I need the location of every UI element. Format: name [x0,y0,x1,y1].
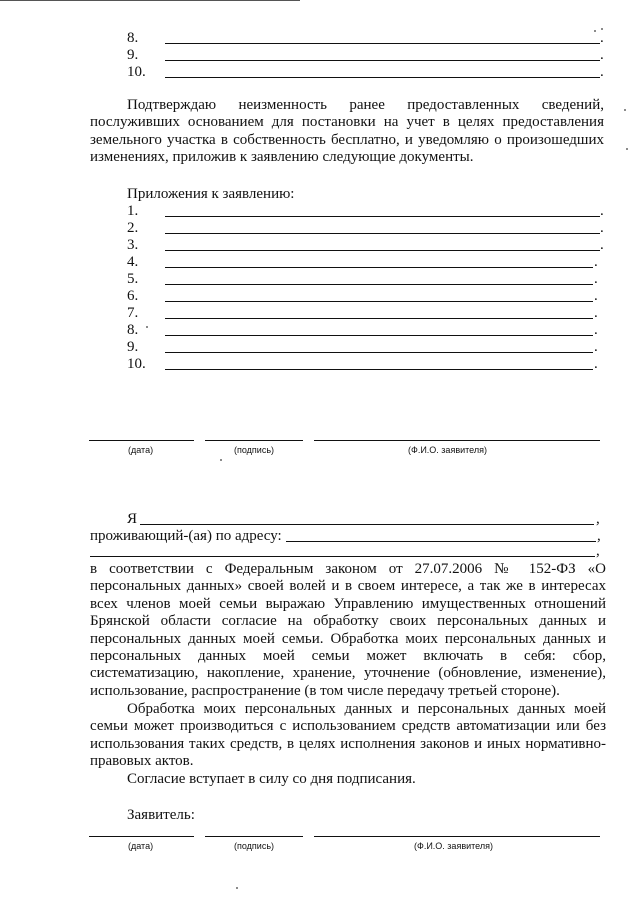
line-end-mark: . [600,30,604,46]
fill-line[interactable] [165,352,593,353]
list-item-number: 10. [127,64,146,80]
signature-line[interactable] [205,440,303,441]
scan-speck [146,326,148,328]
page-top-edge [0,0,300,1]
line-end-mark: . [600,64,604,80]
fill-line[interactable] [165,250,600,251]
consent-paragraph-2: Обработка моих персональных данных и персональных данных моей семьи может производиться с использованием средств автоматизации или без использования таких средств, в целях исполнения законов и иных нормативно-правовых актов. [90,701,606,770]
line-end-mark: . [600,203,604,219]
line-end-mark: . [594,271,598,287]
fill-line[interactable] [165,301,593,302]
consent-paragraph-1: в соответствии с Федеральным законом от 27.07.2006 № 152-ФЗ «О персональных данных» своей волей и в своем интересе, а так же в интересах всех членов моей семьи выражаю Управлению имущественных отношений Брянской области согласие на обработку своих персональных данных и персональных данных моей семьи. Обработка моих персональных данных и персональных данных моей семьи может включать в себя: сбор, систематизацию, накопление, хранение, уточнение (обновление, изменение), использование, распространение (в том числе передачу третьей стороне). [90,561,606,699]
line-end-mark: . [594,305,598,321]
signature-line[interactable] [205,836,303,837]
line-end-mark: . [600,47,604,63]
attachment-number: 1. [127,203,139,219]
fill-line[interactable] [165,267,593,268]
attachment-number: 6. [127,288,139,304]
fill-line[interactable] [165,43,600,44]
signature-caption: (подпись) [234,445,275,455]
address-label: проживающий-(ая) по адресу: [90,528,282,544]
comma-mark: , [596,543,600,559]
signature-caption: (подпись) [234,841,275,851]
address-line-2[interactable] [90,556,595,557]
name-caption: (Ф.И.О. заявителя) [414,841,493,851]
line-end-mark: . [594,322,598,338]
date-caption: (дата) [128,445,154,455]
line-end-mark: . [600,237,604,253]
attachments-heading: Приложения к заявлению: [127,186,295,202]
ya-label: Я [127,511,138,527]
line-end-mark: . [600,220,604,236]
fill-line[interactable] [165,216,600,217]
fill-line[interactable] [165,77,600,78]
attachment-number: 3. [127,237,139,253]
consent-paragraph-3: Согласие вступает в силу со дня подписания. [127,771,416,787]
name-caption: (Ф.И.О. заявителя) [408,445,487,455]
list-item-number: 8. [127,30,139,46]
line-end-mark: . [594,288,598,304]
scan-speck [594,30,596,32]
scan-speck [601,28,603,30]
address-line[interactable] [286,541,596,542]
date-line[interactable] [89,836,194,837]
scan-speck [236,887,238,889]
line-end-mark: . [594,254,598,270]
applicant-label: Заявитель: [127,807,195,823]
attachment-number: 7. [127,305,139,321]
confirm-paragraph: Подтверждаю неизменность ранее предоставленных сведений, послуживших основанием для постановки на учет в целях предоставления земельного участка в собственность бесплатно, и уведомляю о произошедших изменениях, приложив к заявлению следующие документы. [90,97,604,166]
scan-speck [624,109,626,111]
fill-line[interactable] [165,335,593,336]
attachment-number: 5. [127,271,139,287]
fill-line[interactable] [165,318,593,319]
scan-speck [220,459,222,461]
name-line[interactable] [314,836,600,837]
applicant-name-line[interactable] [140,524,594,525]
line-end-mark: . [594,356,598,372]
fill-line[interactable] [165,369,593,370]
date-line[interactable] [89,440,194,441]
attachment-number: 4. [127,254,139,270]
scan-speck [626,148,628,150]
fill-line[interactable] [165,233,600,234]
attachment-number: 9. [127,339,139,355]
name-line[interactable] [314,440,600,441]
attachment-number: 2. [127,220,139,236]
list-item-number: 9. [127,47,139,63]
fill-line[interactable] [165,284,593,285]
comma-mark: , [596,511,600,527]
date-caption: (дата) [128,841,154,851]
attachment-number: 8. [127,322,139,338]
attachment-number: 10. [127,356,146,372]
comma-mark: , [597,528,601,544]
fill-line[interactable] [165,60,600,61]
line-end-mark: . [594,339,598,355]
